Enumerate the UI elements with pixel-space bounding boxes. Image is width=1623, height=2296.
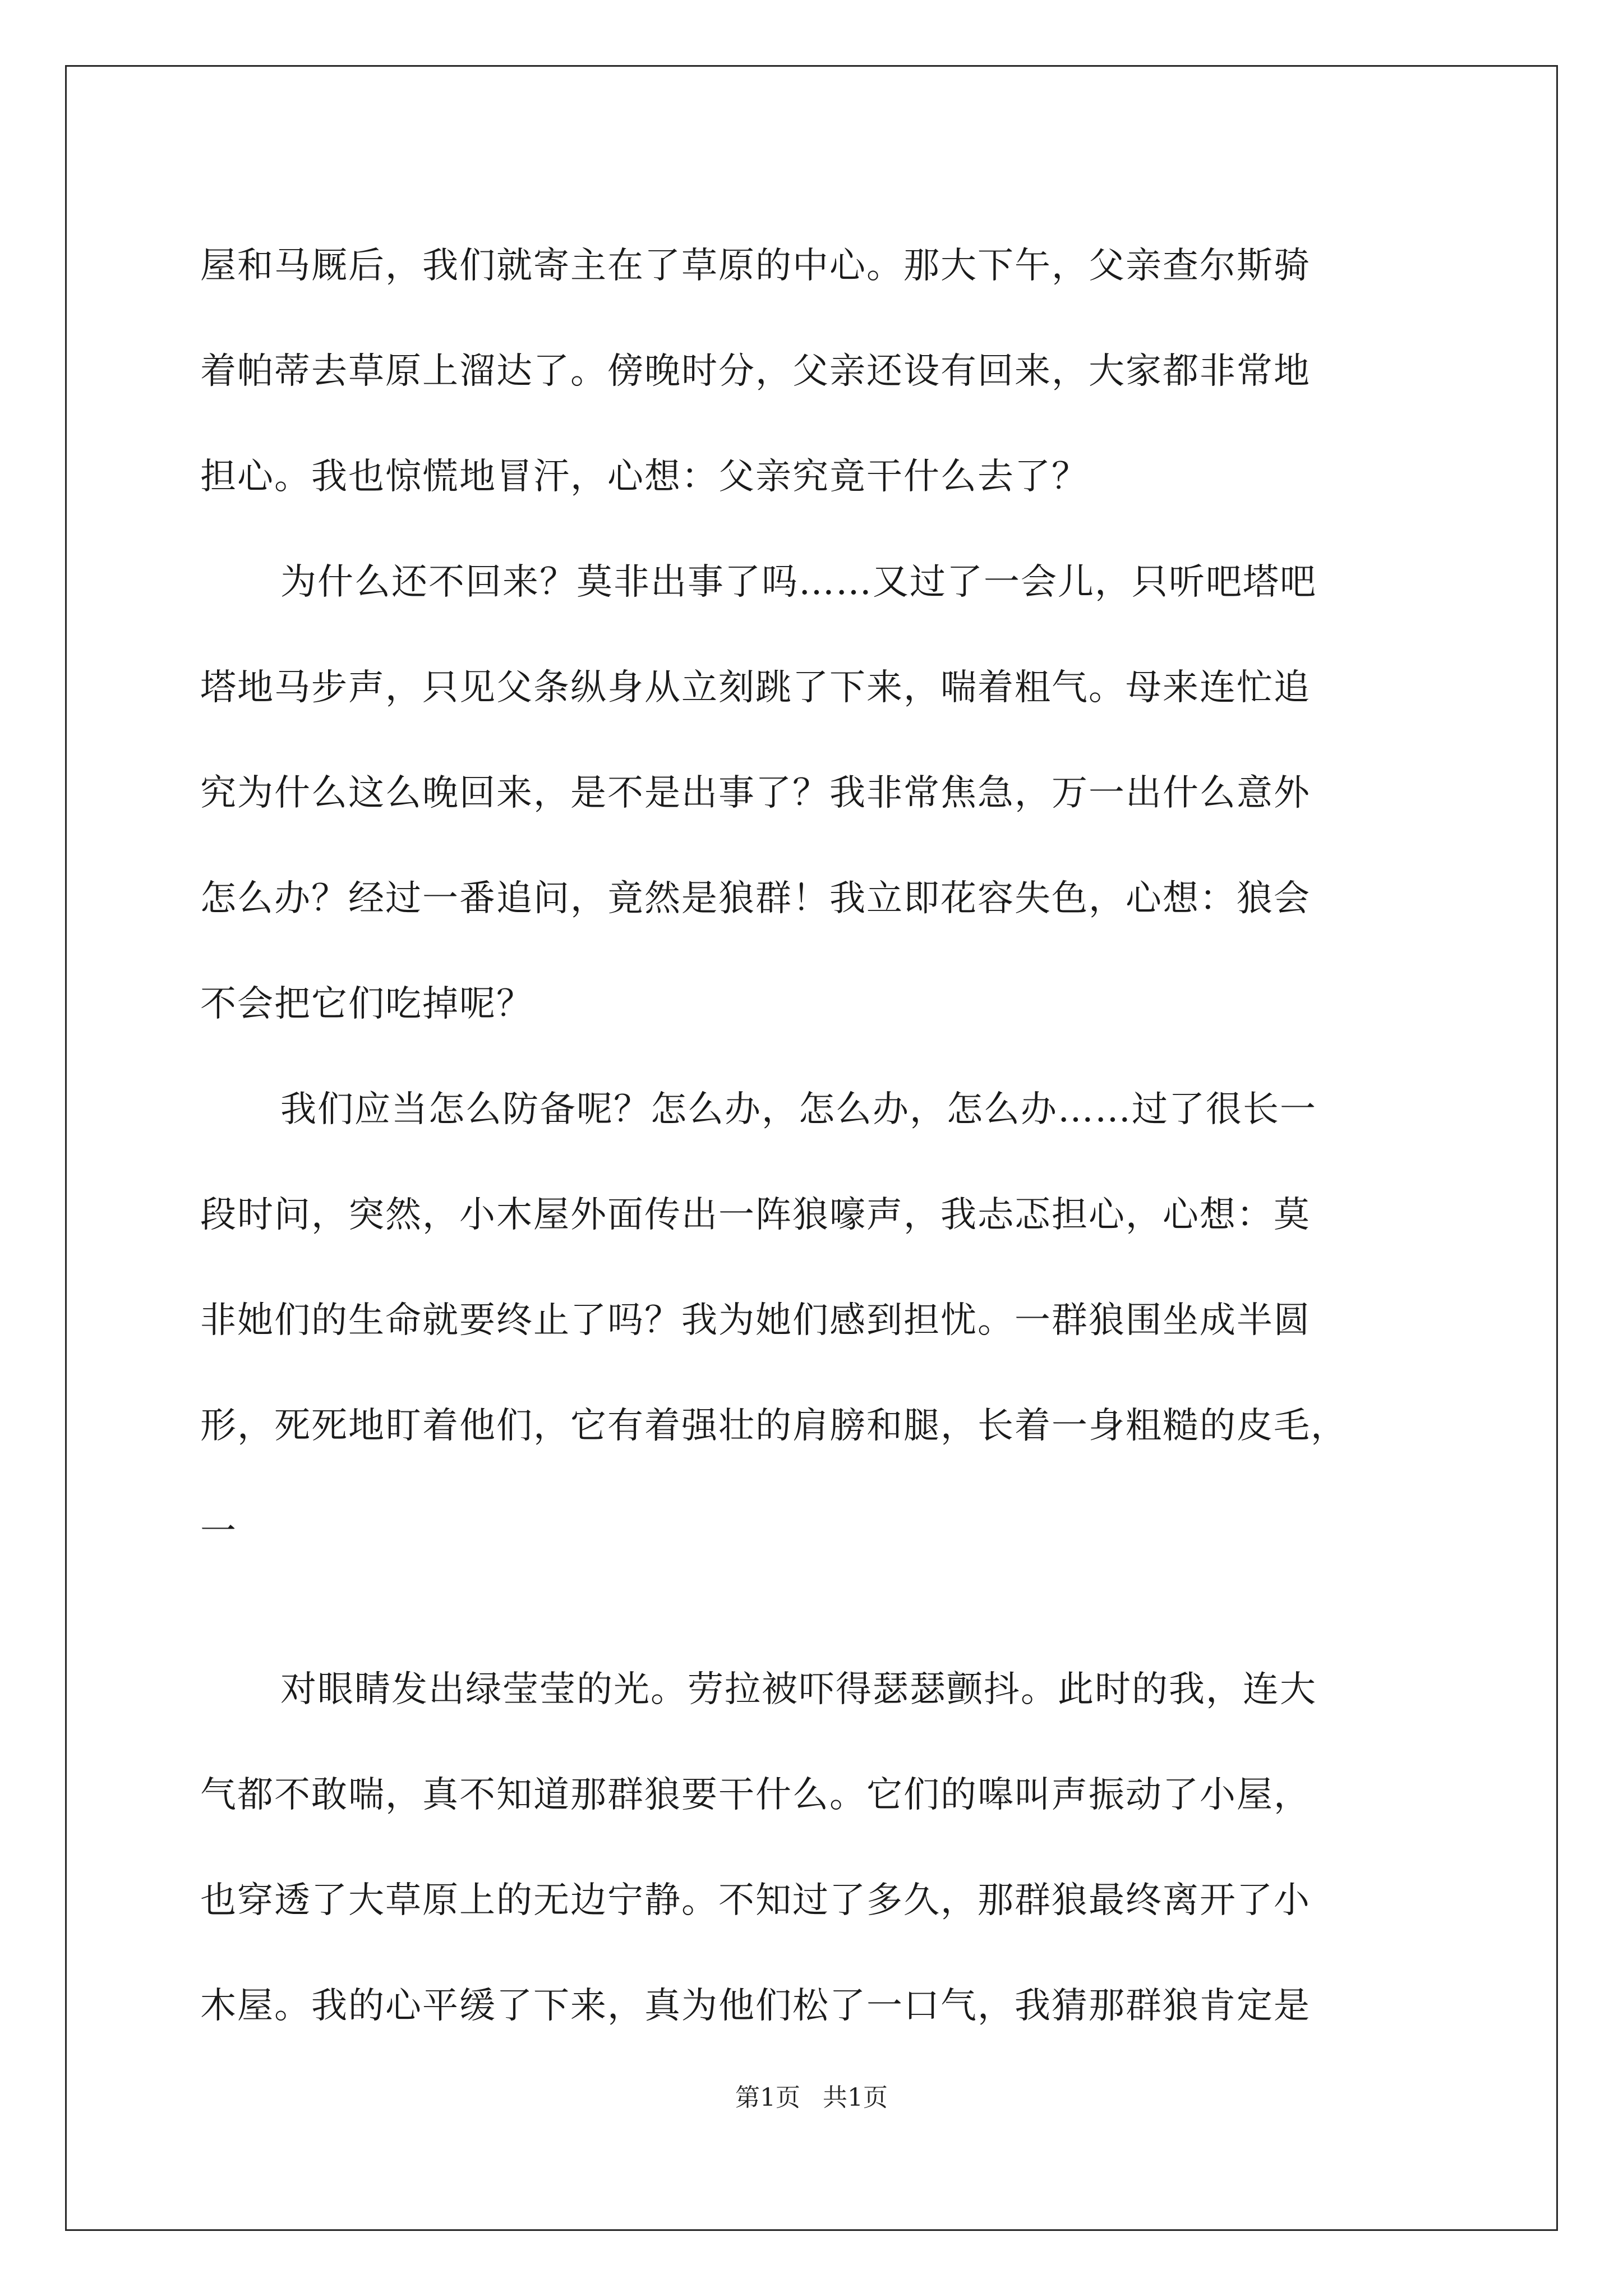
text-line: 担心。我也惊慌地冒汗，心想：父亲究竟干什么去了？ (200, 456, 1089, 498)
paragraph-start-line: 对眼睛发出绿莹莹的光。劳拉被吓得瑟瑟颤抖。此时的我，连大 (280, 1669, 1317, 1710)
text-line: 究为什么这么晚回来，是不是出事了？我非常焦急，万一出什么意外 (200, 772, 1311, 814)
text-line: 塔地马步声，只见父条纵身从立刻跳了下来，喘着粗气。母来连忙追 (200, 667, 1311, 708)
text-line: 非她们的生命就要终止了吗？我为她们感到担忧。一群狼围坐成半圆 (200, 1300, 1311, 1341)
paragraph-start-line: 为什么还不回来？莫非出事了吗……又过了一会儿，只听吧塔吧 (280, 562, 1317, 603)
page-footer (0, 2081, 1623, 2115)
text-line: 也穿透了大草原上的无边宁静。不知过了多久，那群狼最终离开了小 (200, 1880, 1311, 1921)
text-line: 木屋。我的心平缓了下来，真为他们松了一口气，我猜那群狼肯定是 (200, 1985, 1311, 2027)
page-number: 第1页 (735, 2083, 800, 2112)
paragraph-start-line: 我们应当怎么防备呢？怎么办，怎么办，怎么办……过了很长一 (280, 1089, 1317, 1130)
text-line: 形，死死地盯着他们，它有着强壮的肩膀和腿，长着一身粗糙的皮毛， (200, 1405, 1348, 1447)
text-line: 段时问，突然，小木屋外面传出一阵狼嚎声，我忐忑担心，心想：莫 (200, 1194, 1311, 1236)
paragraph-gap (200, 1584, 1434, 1637)
text-line: 着帕蒂去草原上溜达了。傍晚时分，父亲还设有回来，大家都非常地 (200, 351, 1311, 392)
text-line: 气都不敢喘，真不知道那群狼要干什么。它们的嗥叫声振动了小屋， (200, 1774, 1311, 1816)
text-line: 不会把它们吃掉呢？ (200, 983, 533, 1025)
text-line: 屋和马厩后，我们就寄主在了草原的中心。那大下午，父亲查尔斯骑 (200, 245, 1311, 287)
text-line: 怎么办？经过一番追问，竟然是狼群！我立即花容失色，心想：狼会 (200, 878, 1311, 919)
text-line: 一 (200, 1511, 237, 1552)
document-body (200, 213, 1434, 2059)
page-total: 共1页 (823, 2083, 888, 2112)
